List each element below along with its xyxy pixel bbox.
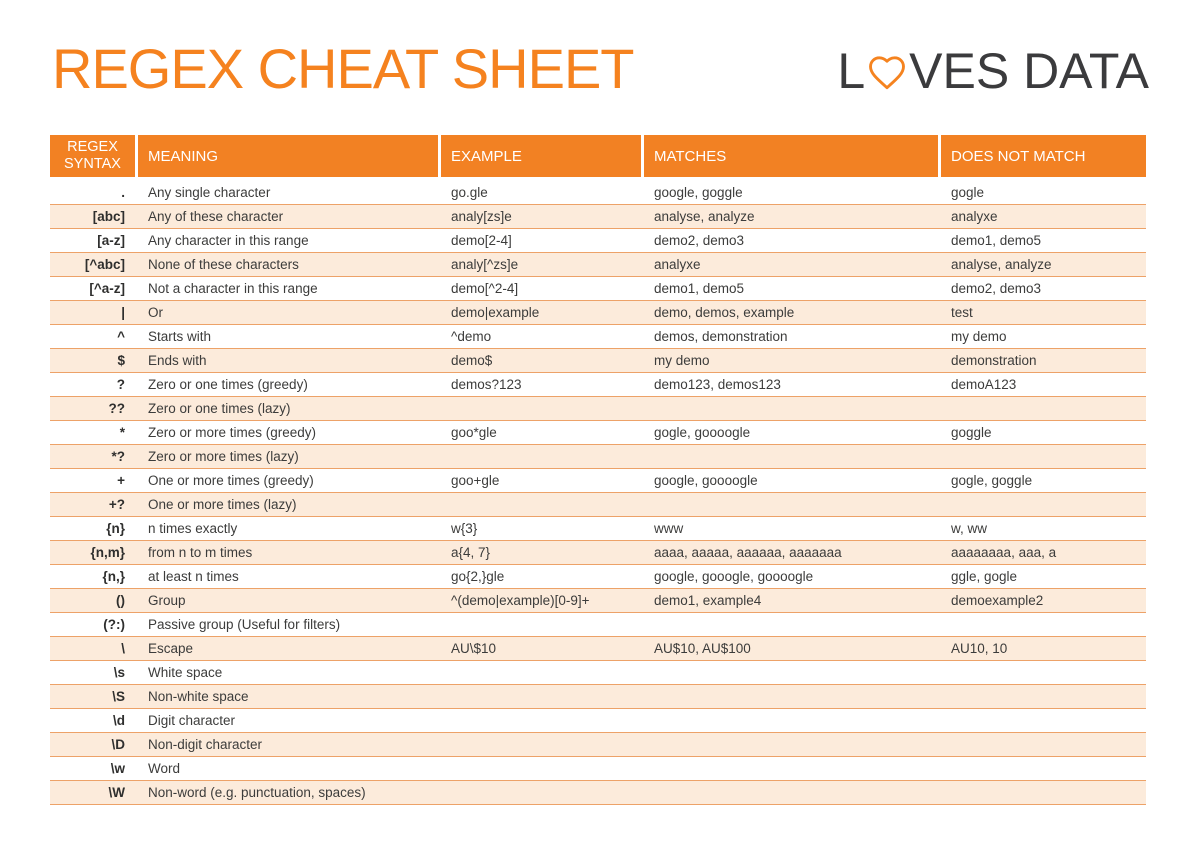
cell-meaning: Digit character bbox=[138, 709, 441, 733]
cell-matches: demo123, demos123 bbox=[644, 373, 941, 397]
table-row bbox=[50, 181, 1146, 205]
col-header-matches: MATCHES bbox=[644, 135, 941, 181]
table-row bbox=[50, 373, 1146, 397]
cell-does-not-match: demo2, demo3 bbox=[941, 277, 1146, 301]
cell-example bbox=[441, 493, 644, 517]
cell-regex-syntax: \W bbox=[50, 781, 138, 805]
cell-example bbox=[441, 685, 644, 709]
cell-matches bbox=[644, 709, 941, 733]
cell-meaning: Passive group (Useful for filters) bbox=[138, 613, 441, 637]
cell-example bbox=[441, 781, 644, 805]
cell-does-not-match: gogle bbox=[941, 181, 1146, 205]
cell-matches: www bbox=[644, 517, 941, 541]
table-row bbox=[50, 709, 1146, 733]
cell-example: w{3} bbox=[441, 517, 644, 541]
cell-example bbox=[441, 445, 644, 469]
table-row bbox=[50, 325, 1146, 349]
cell-example: goo+gle bbox=[441, 469, 644, 493]
regex-cheat-sheet-table bbox=[50, 135, 1146, 805]
table-row bbox=[50, 421, 1146, 445]
cell-regex-syntax: {n} bbox=[50, 517, 138, 541]
cell-does-not-match bbox=[941, 493, 1146, 517]
cell-does-not-match bbox=[941, 661, 1146, 685]
cell-does-not-match bbox=[941, 709, 1146, 733]
logo-text-prefix: L bbox=[837, 43, 866, 99]
cell-does-not-match: aaaaaaaa, aaa, a bbox=[941, 541, 1146, 565]
table-row bbox=[50, 253, 1146, 277]
cell-does-not-match: ggle, gogle bbox=[941, 565, 1146, 589]
cell-matches: AU$10, AU$100 bbox=[644, 637, 941, 661]
table-row bbox=[50, 277, 1146, 301]
cell-example bbox=[441, 709, 644, 733]
cell-does-not-match bbox=[941, 733, 1146, 757]
cell-example: demos?123 bbox=[441, 373, 644, 397]
cell-does-not-match bbox=[941, 397, 1146, 421]
col-header-meaning: MEANING bbox=[138, 135, 441, 181]
table-row bbox=[50, 517, 1146, 541]
cell-does-not-match: AU10, 10 bbox=[941, 637, 1146, 661]
cell-regex-syntax: . bbox=[50, 181, 138, 205]
cell-meaning: Any of these character bbox=[138, 205, 441, 229]
cell-does-not-match bbox=[941, 685, 1146, 709]
table-row bbox=[50, 445, 1146, 469]
table-row bbox=[50, 589, 1146, 613]
cell-regex-syntax: \d bbox=[50, 709, 138, 733]
cell-matches bbox=[644, 445, 941, 469]
cell-matches bbox=[644, 757, 941, 781]
cell-meaning: None of these characters bbox=[138, 253, 441, 277]
cell-matches: gogle, goooogle bbox=[644, 421, 941, 445]
cell-regex-syntax: \S bbox=[50, 685, 138, 709]
cell-regex-syntax: \ bbox=[50, 637, 138, 661]
table-row bbox=[50, 349, 1146, 373]
cell-does-not-match: demo1, demo5 bbox=[941, 229, 1146, 253]
cell-example bbox=[441, 757, 644, 781]
cell-meaning: Any character in this range bbox=[138, 229, 441, 253]
cell-matches bbox=[644, 613, 941, 637]
cell-regex-syntax: [^abc] bbox=[50, 253, 138, 277]
cell-example: demo$ bbox=[441, 349, 644, 373]
cell-meaning: Zero or one times (lazy) bbox=[138, 397, 441, 421]
table-row bbox=[50, 757, 1146, 781]
cell-regex-syntax: (?:) bbox=[50, 613, 138, 637]
logo-text-suffix: VES DATA bbox=[909, 43, 1149, 99]
cell-matches: analyxe bbox=[644, 253, 941, 277]
cell-example: AU\$10 bbox=[441, 637, 644, 661]
cell-matches bbox=[644, 493, 941, 517]
cell-meaning: Starts with bbox=[138, 325, 441, 349]
cell-example bbox=[441, 397, 644, 421]
cell-example: demo|example bbox=[441, 301, 644, 325]
cell-matches bbox=[644, 661, 941, 685]
cell-regex-syntax: + bbox=[50, 469, 138, 493]
cell-regex-syntax: [^a-z] bbox=[50, 277, 138, 301]
cell-example bbox=[441, 613, 644, 637]
table-row bbox=[50, 397, 1146, 421]
cell-does-not-match bbox=[941, 781, 1146, 805]
cell-meaning: One or more times (lazy) bbox=[138, 493, 441, 517]
table-row bbox=[50, 685, 1146, 709]
page-title: REGEX CHEAT SHEET bbox=[52, 37, 634, 100]
cell-does-not-match bbox=[941, 757, 1146, 781]
table-row bbox=[50, 565, 1146, 589]
cell-does-not-match: analyxe bbox=[941, 205, 1146, 229]
col-header-example: EXAMPLE bbox=[441, 135, 644, 181]
cell-example: a{4, 7} bbox=[441, 541, 644, 565]
cell-regex-syntax: * bbox=[50, 421, 138, 445]
cell-regex-syntax: \w bbox=[50, 757, 138, 781]
cell-matches bbox=[644, 781, 941, 805]
cell-meaning: Group bbox=[138, 589, 441, 613]
cell-meaning: Escape bbox=[138, 637, 441, 661]
cell-example: ^demo bbox=[441, 325, 644, 349]
table-row bbox=[50, 301, 1146, 325]
cell-matches: demo2, demo3 bbox=[644, 229, 941, 253]
cell-does-not-match: test bbox=[941, 301, 1146, 325]
cell-matches: google, gooogle, goooogle bbox=[644, 565, 941, 589]
cell-meaning: Non-digit character bbox=[138, 733, 441, 757]
cell-example: analy[zs]e bbox=[441, 205, 644, 229]
cell-does-not-match: demoexample2 bbox=[941, 589, 1146, 613]
cell-regex-syntax: [abc] bbox=[50, 205, 138, 229]
cell-matches: google, goooogle bbox=[644, 469, 941, 493]
cell-meaning: Not a character in this range bbox=[138, 277, 441, 301]
cell-regex-syntax: | bbox=[50, 301, 138, 325]
table-row bbox=[50, 733, 1146, 757]
cell-does-not-match: demonstration bbox=[941, 349, 1146, 373]
table-row bbox=[50, 661, 1146, 685]
cell-example bbox=[441, 661, 644, 685]
cell-does-not-match bbox=[941, 613, 1146, 637]
cell-does-not-match: gogle, goggle bbox=[941, 469, 1146, 493]
cell-regex-syntax: +? bbox=[50, 493, 138, 517]
cell-regex-syntax: ^ bbox=[50, 325, 138, 349]
brand-logo bbox=[837, 42, 1149, 100]
table-body bbox=[50, 181, 1146, 805]
cell-does-not-match: demoA123 bbox=[941, 373, 1146, 397]
cell-regex-syntax: {n,m} bbox=[50, 541, 138, 565]
cell-regex-syntax: $ bbox=[50, 349, 138, 373]
cell-matches bbox=[644, 397, 941, 421]
cell-regex-syntax: \s bbox=[50, 661, 138, 685]
cell-matches: my demo bbox=[644, 349, 941, 373]
cell-meaning: One or more times (greedy) bbox=[138, 469, 441, 493]
cell-meaning: Or bbox=[138, 301, 441, 325]
cell-regex-syntax: ? bbox=[50, 373, 138, 397]
table-row bbox=[50, 613, 1146, 637]
cell-meaning: Ends with bbox=[138, 349, 441, 373]
cell-regex-syntax: ?? bbox=[50, 397, 138, 421]
cell-example bbox=[441, 733, 644, 757]
cell-meaning: Word bbox=[138, 757, 441, 781]
col-header-does-not-match: DOES NOT MATCH bbox=[941, 135, 1146, 181]
table-row bbox=[50, 781, 1146, 805]
table-row bbox=[50, 493, 1146, 517]
cell-meaning: Zero or more times (lazy) bbox=[138, 445, 441, 469]
cell-matches: google, goggle bbox=[644, 181, 941, 205]
cell-example: go{2,}gle bbox=[441, 565, 644, 589]
cell-meaning: Any single character bbox=[138, 181, 441, 205]
table-row bbox=[50, 229, 1146, 253]
cell-meaning: n times exactly bbox=[138, 517, 441, 541]
table-row bbox=[50, 541, 1146, 565]
cell-meaning: Zero or one times (greedy) bbox=[138, 373, 441, 397]
cell-matches: demo1, example4 bbox=[644, 589, 941, 613]
cell-example: go.gle bbox=[441, 181, 644, 205]
table-header-row bbox=[50, 135, 1146, 181]
heart-icon bbox=[864, 49, 910, 95]
cell-matches: demos, demonstration bbox=[644, 325, 941, 349]
table-row bbox=[50, 205, 1146, 229]
cell-example: demo[^2-4] bbox=[441, 277, 644, 301]
table-header bbox=[50, 135, 1146, 181]
cell-does-not-match: goggle bbox=[941, 421, 1146, 445]
cell-does-not-match: w, ww bbox=[941, 517, 1146, 541]
cell-regex-syntax: *? bbox=[50, 445, 138, 469]
cell-does-not-match: analyse, analyze bbox=[941, 253, 1146, 277]
cell-regex-syntax: \D bbox=[50, 733, 138, 757]
cell-meaning: at least n times bbox=[138, 565, 441, 589]
cell-matches bbox=[644, 733, 941, 757]
cell-matches bbox=[644, 685, 941, 709]
cell-example: analy[^zs]e bbox=[441, 253, 644, 277]
cell-matches: aaaa, aaaaa, aaaaaa, aaaaaaa bbox=[644, 541, 941, 565]
cell-meaning: Non-word (e.g. punctuation, spaces) bbox=[138, 781, 441, 805]
cell-does-not-match bbox=[941, 445, 1146, 469]
cell-matches: analyse, analyze bbox=[644, 205, 941, 229]
cell-matches: demo1, demo5 bbox=[644, 277, 941, 301]
cell-meaning: Non-white space bbox=[138, 685, 441, 709]
col-header-regex-syntax: REGEX SYNTAX bbox=[50, 135, 138, 181]
cell-regex-syntax: {n,} bbox=[50, 565, 138, 589]
cell-does-not-match: my demo bbox=[941, 325, 1146, 349]
table-row bbox=[50, 637, 1146, 661]
cell-regex-syntax: [a-z] bbox=[50, 229, 138, 253]
table-row bbox=[50, 469, 1146, 493]
cell-meaning: White space bbox=[138, 661, 441, 685]
cell-matches: demo, demos, example bbox=[644, 301, 941, 325]
cell-meaning: from n to m times bbox=[138, 541, 441, 565]
cell-example: ^(demo|example)[0-9]+ bbox=[441, 589, 644, 613]
cell-example: demo[2-4] bbox=[441, 229, 644, 253]
cell-example: goo*gle bbox=[441, 421, 644, 445]
cell-meaning: Zero or more times (greedy) bbox=[138, 421, 441, 445]
cell-regex-syntax: () bbox=[50, 589, 138, 613]
